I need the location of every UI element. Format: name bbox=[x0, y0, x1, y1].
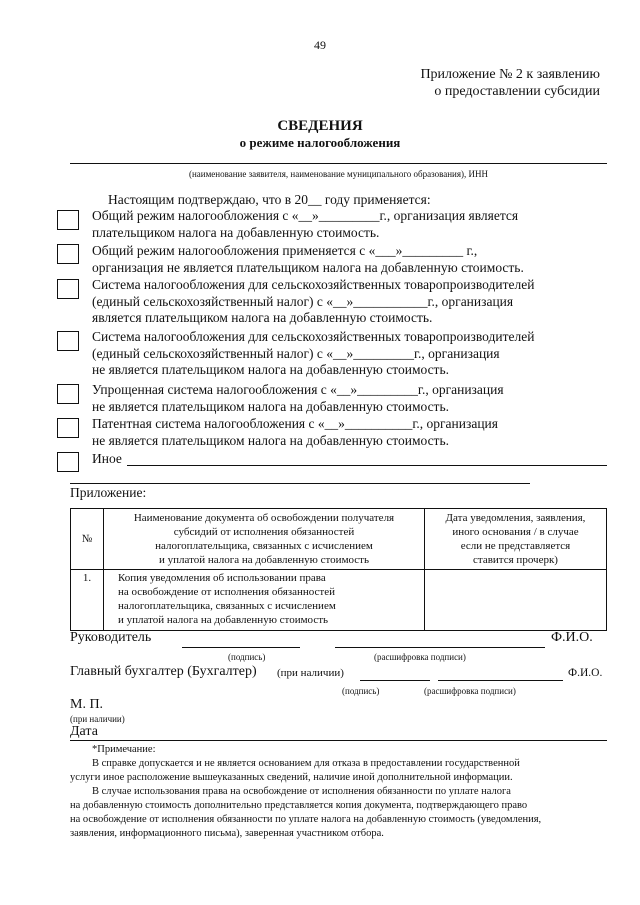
attachment-label: Приложение: bbox=[70, 485, 147, 500]
header-date bbox=[425, 509, 607, 570]
head-signature-line[interactable] bbox=[182, 647, 300, 648]
header-doc-name bbox=[104, 509, 425, 570]
stamp-label: М. П. bbox=[70, 697, 104, 712]
table-header-row bbox=[71, 509, 607, 570]
option-6-checkbox[interactable] bbox=[57, 418, 79, 438]
other-field-line-2[interactable] bbox=[70, 483, 530, 484]
option-3-line-1: Система налогообложения для сельскохозяйственных товаропроизводителей bbox=[92, 277, 535, 292]
header-doc-name-line: налогоплательщика, связанных с исчислением bbox=[155, 540, 373, 552]
option-3-line-3: является плательщиком налога на добавленную стоимость. bbox=[92, 310, 433, 325]
row-doc-name-line: и уплатой налога на добавленную стоимость bbox=[118, 614, 329, 626]
applicant-caption: (наименование заявителя, наименование муниципального образования), ИНН bbox=[188, 169, 489, 179]
stamp-if-any: (при наличии) bbox=[70, 714, 125, 724]
row-doc-name bbox=[104, 570, 425, 631]
option-6-text bbox=[92, 416, 612, 449]
document-subtitle: о режиме налогообложения bbox=[239, 135, 401, 150]
head-fio: Ф.И.О. bbox=[551, 630, 593, 645]
accountant-if-any: (при наличии) bbox=[277, 667, 344, 679]
note-p2-line-4: заявления, информационного письма), заверенная участником отбора. bbox=[70, 828, 384, 839]
option-5-line-2: не является плательщиком налога на добавленную стоимость. bbox=[92, 398, 449, 414]
header-date-line: иного основания / в случае bbox=[452, 526, 579, 538]
head-label: Руководитель bbox=[70, 630, 152, 645]
note-p1-line-1: В справке допускается и не является основанием для отказа в предоставлении государственной bbox=[92, 758, 520, 769]
option-2-line-2: организация не является плательщиком налога на добавленную стоимость. bbox=[92, 259, 524, 275]
intro-text: Настоящим подтверждаю, что в 20__ году применяется: bbox=[108, 192, 431, 207]
option-3-line-2: (единый сельскохозяйственный налог) с «__»___________г., организация bbox=[92, 293, 514, 309]
option-1-line-1: Общий режим налогообложения с «__»_________г., организация является bbox=[92, 208, 519, 223]
option-1-text bbox=[92, 208, 612, 241]
option-2-text bbox=[92, 243, 612, 276]
appendix-line-1: Приложение № 2 к заявлению bbox=[420, 67, 600, 82]
row-doc-name-line: Копия уведомления об использовании права bbox=[118, 572, 326, 584]
option-2-checkbox[interactable] bbox=[57, 244, 79, 264]
option-1-line-2: плательщиком налога на добавленную стоимость. bbox=[92, 224, 380, 240]
head-decode-caption: (расшифровка подписи) bbox=[374, 652, 466, 662]
accountant-label: Главный бухгалтер (Бухгалтер) bbox=[70, 664, 257, 679]
option-4-line-2: (единый сельскохозяйственный налог) с «__»_________г., организация bbox=[92, 345, 500, 361]
option-3-text bbox=[92, 277, 612, 327]
option-4-text bbox=[92, 329, 612, 379]
header-doc-name-line: и уплатой налога на добавленную стоимость bbox=[158, 554, 370, 566]
note-title: *Примечание: bbox=[92, 744, 156, 755]
header-date-line: ставится прочерк) bbox=[473, 554, 558, 566]
date-label: Дата bbox=[70, 724, 98, 739]
attachments-table bbox=[70, 508, 607, 631]
note-paragraph-1 bbox=[70, 757, 607, 785]
head-name-line[interactable] bbox=[335, 647, 545, 648]
note-p2-line-1: В случае использования права на освобождение от исполнения обязанности по уплате налога bbox=[92, 786, 511, 797]
head-signature-caption: (подпись) bbox=[228, 652, 266, 662]
accountant-decode-caption: (расшифровка подписи) bbox=[424, 686, 516, 696]
option-1-checkbox[interactable] bbox=[57, 210, 79, 230]
table-row bbox=[71, 570, 607, 631]
header-doc-name-line: субсидий от исполнения обязанностей bbox=[173, 526, 355, 538]
option-7-label: Иное bbox=[92, 451, 122, 466]
note-p2-line-3: на освобождение от исполнения обязанности по уплате налога на добавленную стоимость (уведомления, bbox=[70, 814, 542, 825]
header-date-line: если не представляется bbox=[460, 540, 571, 552]
accountant-name-line[interactable] bbox=[438, 680, 563, 681]
note-paragraph-2 bbox=[70, 785, 607, 841]
option-7-checkbox[interactable] bbox=[57, 452, 79, 472]
accountant-signature-line[interactable] bbox=[360, 680, 430, 681]
option-5-text bbox=[92, 382, 612, 415]
accountant-signature-caption: (подпись) bbox=[342, 686, 380, 696]
option-5-line-1: Упрощенная система налогообложения с «__»_________г., организация bbox=[92, 382, 504, 397]
row-doc-name-line: налогоплательщика, связанных с исчислением bbox=[118, 600, 336, 612]
note-p2-line-2: на добавленную стоимость дополнительно представляется копия документа, подтверждающего право bbox=[70, 800, 528, 811]
appendix-line-2: о предоставлении субсидии bbox=[434, 84, 600, 99]
header-doc-name-line: Наименование документа об освобождении получателя bbox=[133, 512, 395, 524]
row-doc-name-line: на освобождение от исполнения обязанностей bbox=[118, 586, 335, 598]
option-6-line-1: Патентная система налогообложения с «__»__________г., организация bbox=[92, 416, 498, 431]
row-date[interactable] bbox=[425, 570, 607, 631]
option-5-checkbox[interactable] bbox=[57, 384, 79, 404]
header-num: № bbox=[71, 509, 104, 570]
date-line[interactable] bbox=[70, 740, 607, 741]
appendix-header bbox=[420, 66, 600, 100]
option-4-line-3: не является плательщиком налога на добавленную стоимость. bbox=[92, 362, 449, 377]
note-p1-line-2: услуги иное расположение вышеуказанных сведений, наличие иной дополнительной информации. bbox=[70, 772, 513, 783]
option-4-line-1: Система налогообложения для сельскохозяйственных товаропроизводителей bbox=[92, 329, 535, 344]
row-num: 1. bbox=[71, 570, 104, 631]
other-field-line[interactable] bbox=[127, 465, 607, 466]
document-title: СВЕДЕНИЯ bbox=[277, 118, 363, 134]
option-3-checkbox[interactable] bbox=[57, 279, 79, 299]
option-2-line-1: Общий режим налогообложения применяется с «___»_________ г., bbox=[92, 243, 478, 258]
header-date-line: Дата уведомления, заявления, bbox=[445, 512, 586, 524]
page-number: 49 bbox=[314, 38, 326, 52]
option-4-checkbox[interactable] bbox=[57, 331, 79, 351]
applicant-field-line[interactable] bbox=[70, 163, 607, 164]
option-6-line-2: не является плательщиком налога на добавленную стоимость. bbox=[92, 432, 449, 448]
accountant-fio: Ф.И.О. bbox=[568, 667, 603, 679]
